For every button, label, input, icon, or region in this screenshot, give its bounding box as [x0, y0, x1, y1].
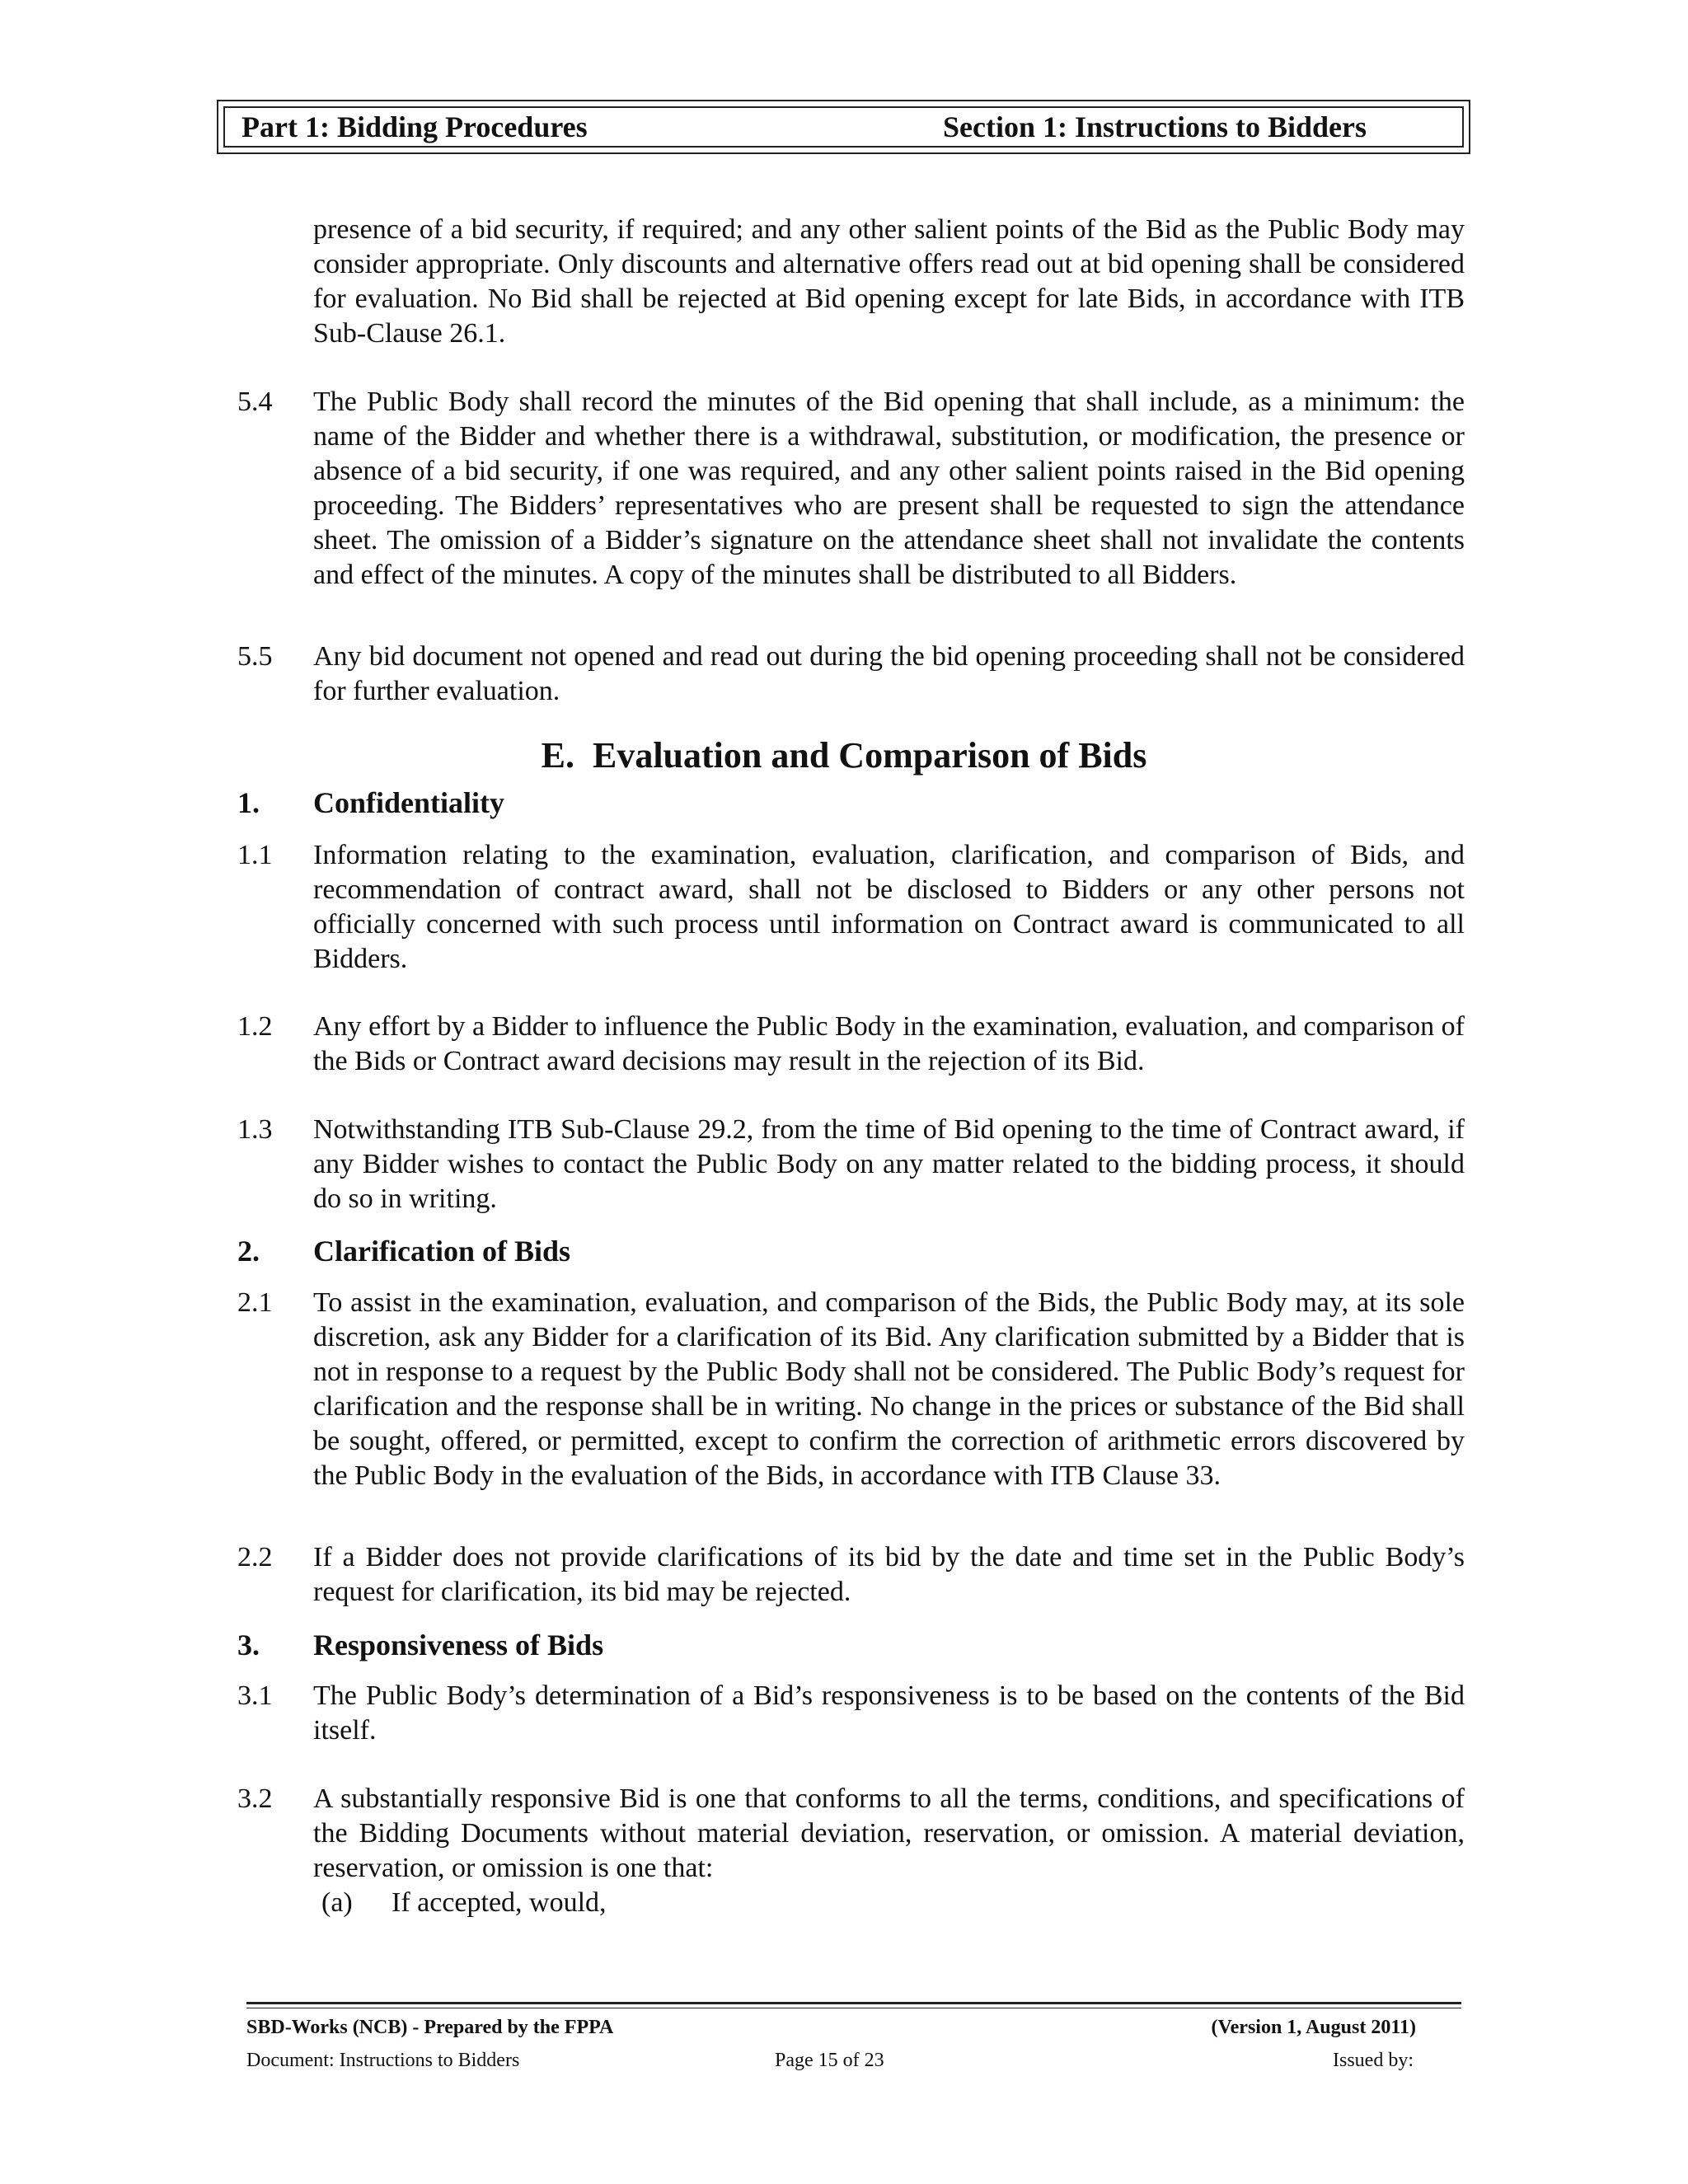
part-heading-letter: E.: [541, 735, 574, 776]
footer-rule-thick: [246, 2002, 1461, 2004]
clause-number-5-4: 5.4: [237, 387, 273, 417]
footer-version: (Version 1, August 2011): [1211, 2017, 1416, 2038]
clause-text-2-2: If a Bidder does not provide clarifications of its bid by the date and time set in the Public Body’s request for clarification, its bid may be rejected.: [313, 1542, 1465, 1607]
clause-text-1-2: Any effort by a Bidder to influence the Public Body in the examination, evaluation, and comparison of the Bids or Contract award decisions may result in the rejection of its Bid.: [313, 1011, 1465, 1076]
clause-number-3-2: 3.2: [237, 1783, 273, 1814]
section-number-2: 2.: [237, 1235, 260, 1268]
footer-document-name: Document: Instructions to Bidders: [246, 2050, 520, 2071]
section-title-confidentiality: Confidentiality: [313, 786, 505, 819]
clause-text-2-1: To assist in the examination, evaluation, and comparison of the Bids, the Public Body may, at its sole discretion, ask any Bidder for a clarification of its Bid. Any clarification submitted by a Bidder that is not in response to a request by the Public Body shall not be considered. The Public Body’s request for clarification and the response shall be in writing. No change in the prices or substance of the Bid shall be sought, offered, or permitted, except to confirm the correction of arithmetic errors discovered by the Public Body in the evaluation of the Bids, in accordance with ITB Clause 33.: [313, 1287, 1465, 1491]
section-number-3: 3.: [237, 1629, 260, 1661]
clause-text-1-1: Information relating to the examination, evaluation, clarification, and comparison of Bids, and recommendation of contract award, shall not be disclosed to Bidders or any other persons not officially concerned with such process until information on Contract award is communicated to all Bidders.: [313, 840, 1465, 974]
footer-issued-by: Issued by:: [1333, 2050, 1414, 2071]
header-section-title: Section 1: Instructions to Bidders: [943, 110, 1367, 143]
clause-number-2-1: 2.1: [237, 1287, 273, 1318]
clause-text-5-5: Any bid document not opened and read out during the bid opening proceeding shall not be considered for further evaluation.: [313, 641, 1465, 706]
clause-text-1-3: Notwithstanding ITB Sub-Clause 29.2, from the time of Bid opening to the time of Contract award, if any Bidder wishes to contact the Public Body on any matter related to the bidding process, it should do so in writing.: [313, 1114, 1465, 1214]
section-title-responsiveness: Responsiveness of Bids: [313, 1629, 604, 1661]
page-header: [217, 100, 1470, 154]
clause-number-1-2: 1.2: [237, 1011, 273, 1042]
clause-number-1-1: 1.1: [237, 840, 273, 870]
part-heading-title: Evaluation and Comparison of Bids: [592, 735, 1147, 776]
sub-item-label-a: (a): [321, 1887, 353, 1918]
part-heading: [0, 734, 1688, 777]
clause-text-5-4: The Public Body shall record the minutes of the Bid opening that shall include, as a minimum: the name of the Bidder and whether there is a withdrawal, substitution, or modification, the presence or absence of a bid security, if one was required, and any other salient points raised in the Bid opening proceeding. The Bidders’ representatives who are present shall be requested to sign the attendance sheet. The omission of a Bidder’s signature on the attendance sheet shall not invalidate the contents and effect of the minutes. A copy of the minutes shall be distributed to all Bidders.: [313, 387, 1465, 590]
clause-number-2-2: 2.2: [237, 1542, 273, 1572]
clause-text-3-2: A substantially responsive Bid is one that conforms to all the terms, conditions, and specifications of the Bidding Documents without material deviation, reservation, or omission. A material deviation, reservation, or omission is one that:: [313, 1783, 1465, 1883]
footer-page-number: Page 15 of 23: [775, 2050, 884, 2071]
footer-prepared-by: SBD-Works (NCB) - Prepared by the FPPA: [246, 2017, 614, 2038]
sub-item-text-a: If accepted, would,: [392, 1887, 607, 1918]
clause-number-1-3: 1.3: [237, 1114, 273, 1145]
page-header-inner-border: [223, 106, 1464, 148]
section-title-clarification: Clarification of Bids: [313, 1235, 570, 1268]
section-number-1: 1.: [237, 786, 260, 819]
clause-number-3-1: 3.1: [237, 1680, 273, 1711]
clause-text-3-1: The Public Body’s determination of a Bid’s responsiveness is to be based on the contents of the Bid itself.: [313, 1680, 1465, 1746]
clause-number-5-5: 5.5: [237, 641, 273, 672]
continuation-paragraph: presence of a bid security, if required; and any other salient points of the Bid as the Public Body may consider appropriate. Only discounts and alternative offers read out at bid opening shall be considered for evaluation. No Bid shall be rejected at Bid opening except for late Bids, in accordance with ITB Sub-Clause 26.1.: [313, 214, 1465, 349]
header-part-title: Part 1: Bidding Procedures: [241, 110, 588, 143]
